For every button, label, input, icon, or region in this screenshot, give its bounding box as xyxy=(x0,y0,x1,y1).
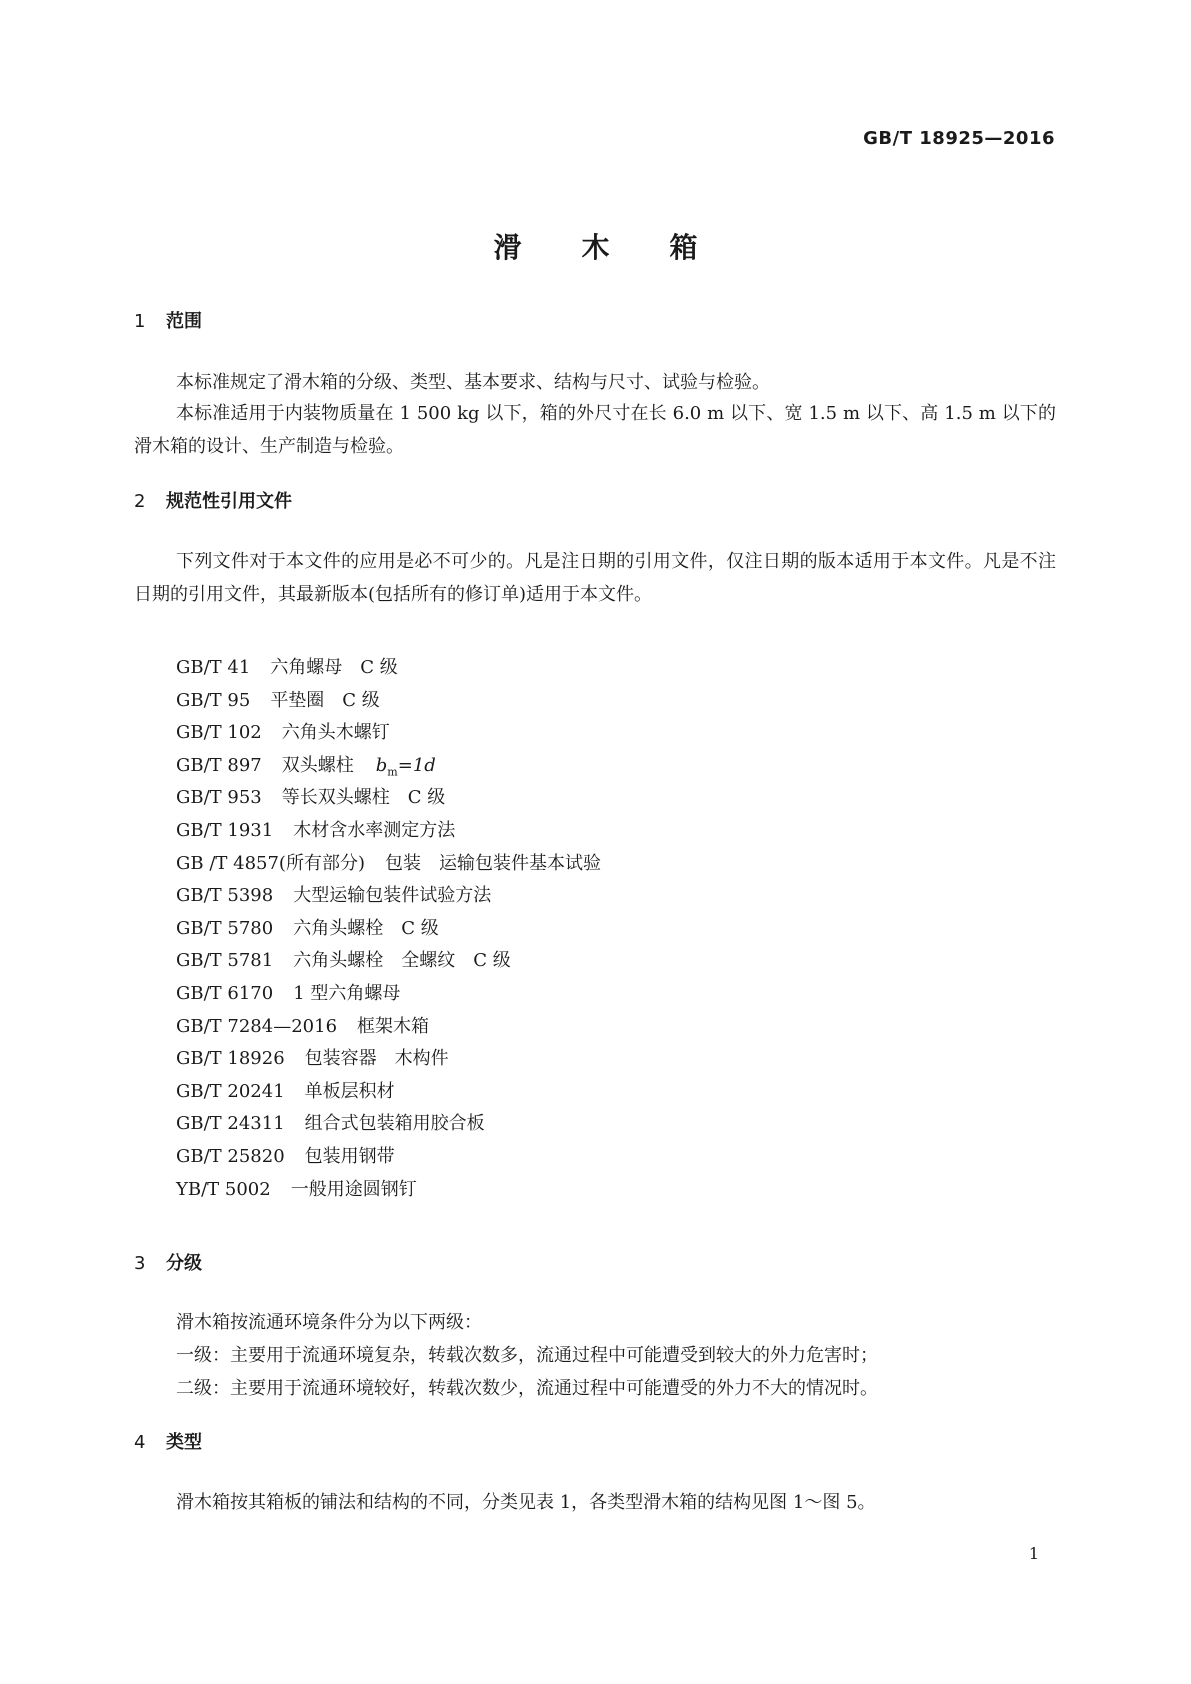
section-title: 规范性引用文件 xyxy=(166,491,292,512)
grading-line: 一级：主要用于流通环境复杂，转载次数多，流通过程中可能遭受到较大的外力危害时； xyxy=(176,1345,878,1366)
reference-code: GB/T 953 xyxy=(176,787,262,809)
reference-name: 六角螺母 C 级 xyxy=(270,657,398,678)
reference-name: 平垫圈 C 级 xyxy=(270,689,380,711)
reference-name: 组合式包装箱用胶合板 xyxy=(304,1113,485,1135)
reference-item xyxy=(176,782,601,815)
reference-code: GB/T 6170 xyxy=(176,982,274,1004)
section-title: 范围 xyxy=(166,311,202,332)
section-title: 类型 xyxy=(166,1432,202,1453)
normative-refs-intro: 下列文件对于本文件的应用是必不可少的。凡是注日期的引用文件，仅注日期的版本适用于本文件。凡是不注日期的引用文件，其最新版本(包括所有的修订单)适用于本文件。 xyxy=(134,551,1056,605)
reference-name: 包装用钢带 xyxy=(304,1145,395,1167)
reference-name: 六角头螺栓 C 级 xyxy=(293,917,439,939)
reference-name: 包装 运输包装件基本试验 xyxy=(384,852,601,874)
reference-name: 大型运输包装件试验方法 xyxy=(293,885,492,907)
section-number: 3 xyxy=(134,1253,146,1274)
reference-item xyxy=(176,652,601,685)
reference-code: GB/T 5781 xyxy=(176,950,274,972)
reference-item xyxy=(176,945,601,978)
reference-code: GB /T 4857(所有部分) xyxy=(176,852,365,874)
reference-code: GB/T 41 xyxy=(176,657,251,678)
section-number: 2 xyxy=(134,491,146,512)
reference-code: YB/T 5002 xyxy=(176,1178,271,1200)
reference-code: GB/T 7284—2016 xyxy=(176,1015,338,1037)
reference-code: GB/T 897 xyxy=(176,754,262,776)
reference-item xyxy=(176,1108,601,1141)
scope-paragraph-2: 本标准适用于内装物质量在 1 500 kg 以下，箱的外尺寸在长 6.0 m 以下、宽 1.5 m 以下、高 1.5 m 以下的滑木箱的设计、生产制造与检验。 xyxy=(134,403,1056,457)
reference-formula: $b_m=1d$ xyxy=(375,754,436,779)
reference-code: GB/T 102 xyxy=(176,722,262,744)
types-paragraph: 滑木箱按其箱板的铺法和结构的不同，分类见表 1，各类型滑木箱的结构见图 1～图 5。 xyxy=(176,1492,876,1513)
reference-item xyxy=(176,1174,601,1207)
reference-item xyxy=(176,1043,601,1076)
section-number: 1 xyxy=(134,311,146,332)
reference-item xyxy=(176,717,601,750)
reference-item xyxy=(176,913,601,946)
reference-name: 等长双头螺柱 C 级 xyxy=(281,787,446,809)
reference-code: GB/T 1931 xyxy=(176,819,274,841)
document-title: 滑木箱 xyxy=(493,231,758,264)
reference-item xyxy=(176,1011,601,1044)
reference-code: GB/T 20241 xyxy=(176,1080,285,1102)
reference-name: 框架木箱 xyxy=(357,1015,430,1037)
reference-item xyxy=(176,815,601,848)
reference-item xyxy=(176,880,601,913)
reference-name: 包装容器 木构件 xyxy=(304,1048,449,1070)
reference-name: 一般用途圆钢钉 xyxy=(290,1178,417,1200)
reference-code: GB/T 5398 xyxy=(176,885,274,907)
reference-name: 木材含水率测定方法 xyxy=(293,819,456,841)
section-heading-types xyxy=(134,1430,202,1456)
reference-list xyxy=(176,652,601,1206)
reference-item xyxy=(176,750,601,783)
reference-name: 单板层积材 xyxy=(304,1080,395,1102)
grading-line: 二级：主要用于流通环境较好，转载次数少，流通过程中可能遭受的外力不大的情况时。 xyxy=(176,1378,878,1399)
reference-code: GB/T 18926 xyxy=(176,1048,285,1070)
reference-name: 双头螺柱 xyxy=(281,754,354,776)
section-heading-grading xyxy=(134,1251,202,1277)
reference-name: 1 型六角螺母 xyxy=(293,982,401,1004)
reference-code: GB/T 95 xyxy=(176,689,251,711)
grading-lines xyxy=(176,1306,878,1405)
grading-line: 滑木箱按流通环境条件分为以下两级： xyxy=(176,1312,482,1333)
standard-code: GB/T 18925—2016 xyxy=(863,128,1055,149)
section-heading-scope xyxy=(134,309,202,335)
reference-item xyxy=(176,685,601,718)
scope-paragraph-1: 本标准规定了滑木箱的分级、类型、基本要求、结构与尺寸、试验与检验。 xyxy=(176,372,770,393)
reference-name: 六角头木螺钉 xyxy=(281,722,390,744)
section-heading-normative-refs xyxy=(134,489,292,515)
reference-name: 六角头螺栓 全螺纹 C 级 xyxy=(293,950,511,972)
reference-code: GB/T 5780 xyxy=(176,917,274,939)
reference-item xyxy=(176,1141,601,1174)
reference-code: GB/T 25820 xyxy=(176,1145,285,1167)
reference-code: GB/T 24311 xyxy=(176,1113,285,1135)
reference-item xyxy=(176,1076,601,1109)
page-number: 1 xyxy=(1028,1544,1039,1563)
section-title: 分级 xyxy=(166,1253,202,1274)
reference-item xyxy=(176,978,601,1011)
section-number: 4 xyxy=(134,1432,146,1453)
reference-item xyxy=(176,848,601,881)
